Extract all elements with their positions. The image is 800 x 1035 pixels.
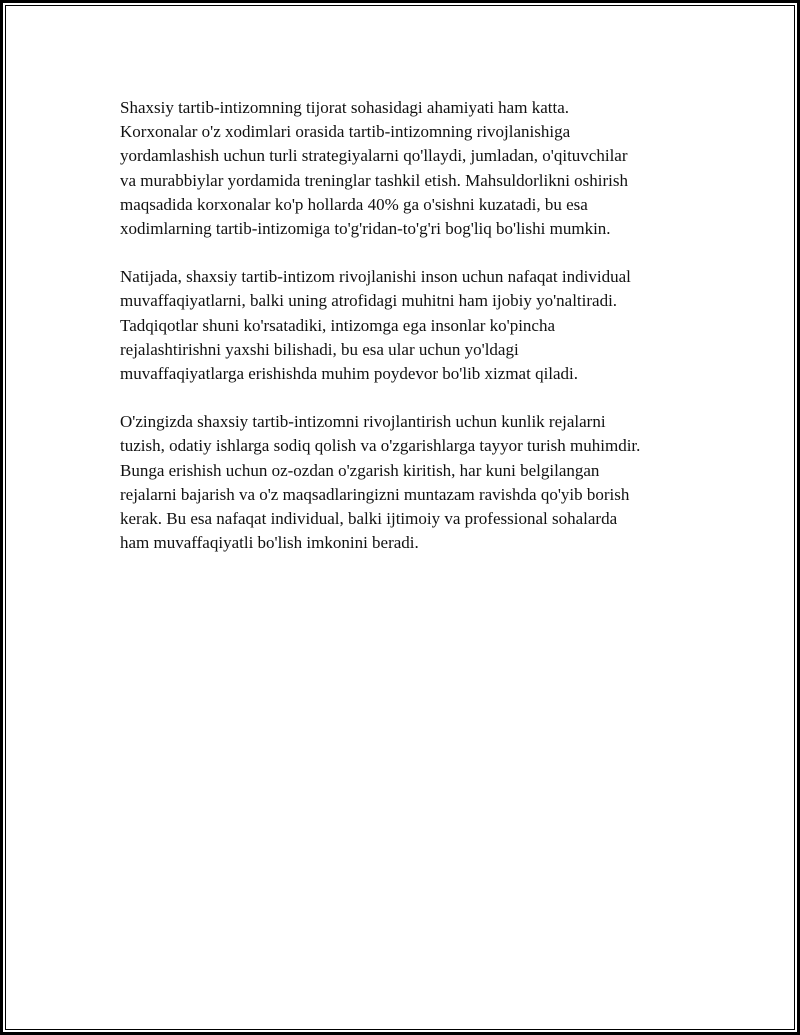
- text-line: ham muvaffaqiyatli bo'lish imkonini beradi.: [120, 533, 419, 553]
- text-line: maqsadida korxonalar ko'p hollarda 40% ga o'sishni kuzatadi, bu esa: [120, 194, 588, 214]
- text-line: Natijada, shaxsiy tartib-intizom rivojlanishi inson uchun nafaqat individual: [120, 267, 631, 287]
- text-line: tuzish, odatiy ishlarga sodiq qolish va o'zgarishlarga tayyor turish muhimdir.: [120, 436, 641, 456]
- text-line: O'zingizda shaxsiy tartib-intizomni rivojlantirish uchun kunlik rejalarni: [120, 412, 606, 432]
- paragraph-2: [120, 265, 710, 386]
- paragraph-3: [120, 410, 710, 555]
- text-line: rejalashtirishni yaxshi bilishadi, bu esa ular uchun yo'ldagi: [120, 339, 519, 359]
- document-body: [120, 96, 710, 579]
- text-line: va murabbiylar yordamida treninglar tashkil etish. Mahsuldorlikni oshirish: [120, 170, 629, 190]
- text-line: yordamlashish uchun turli strategiyalarni qo'llaydi, jumladan, o'qituvchilar: [120, 146, 628, 166]
- text-line: Korxonalar o'z xodimlari orasida tartib-intizomning rivojlanishiga: [120, 122, 571, 142]
- text-line: Tadqiqotlar shuni ko'rsatadiki, intizomga ega insonlar ko'pincha: [120, 315, 556, 335]
- text-line: muvaffaqiyatlarni, balki uning atrofidagi muhitni ham ijobiy yo'naltiradi.: [120, 291, 618, 311]
- text-line: rejalarni bajarish va o'z maqsadlaringizni muntazam ravishda qo'yib borish: [120, 484, 630, 504]
- text-line: kerak. Bu esa nafaqat individual, balki ijtimoiy va professional sohalarda: [120, 509, 618, 529]
- text-line: muvaffaqiyatlarga erishishda muhim poydevor bo'lib xizmat qiladi.: [120, 364, 579, 384]
- text-line: Shaxsiy tartib-intizomning tijorat sohasidagi ahamiyati ham katta.: [120, 98, 569, 117]
- paragraph-1: [120, 96, 710, 241]
- text-line: xodimlarning tartib-intizomiga to'g'ridan-to'g'ri bog'liq bo'lishi mumkin.: [120, 219, 611, 239]
- text-line: Bunga erishish uchun oz-ozdan o'zgarish kiritish, har kuni belgilangan: [120, 460, 600, 480]
